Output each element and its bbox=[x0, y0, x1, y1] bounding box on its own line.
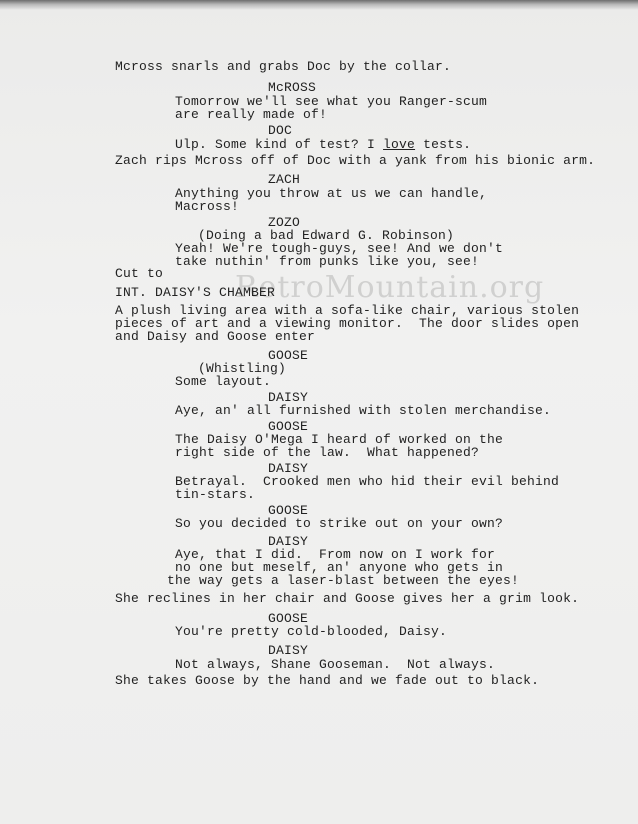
watermark: RetroMountain.org bbox=[235, 270, 545, 305]
underlined-word: love bbox=[383, 137, 416, 152]
dialogue-line: Macross! bbox=[175, 199, 240, 214]
dialogue-line: Some layout. bbox=[175, 374, 272, 389]
action-line: and Daisy and Goose enter bbox=[115, 329, 316, 344]
dialogue-text: tests. bbox=[415, 137, 472, 152]
dialogue-line: Not always, Shane Gooseman. Not always. bbox=[175, 657, 496, 672]
character-name: GOOSE bbox=[268, 503, 309, 518]
character-name: McROSS bbox=[268, 80, 317, 95]
character-name: ZOZO bbox=[268, 215, 301, 230]
dialogue-line: are really made of! bbox=[175, 107, 328, 122]
dialogue-line: Aye, that I did. From now on I work for bbox=[175, 547, 496, 562]
dialogue-line: Betrayal. Crooked men who hid their evil behind bbox=[175, 474, 560, 489]
dialogue-line: take nuthin' from punks like you, see! bbox=[175, 254, 480, 269]
character-name: GOOSE bbox=[268, 611, 309, 626]
character-name: GOOSE bbox=[268, 348, 309, 363]
action-line: Zach rips Mcross off of Doc with a yank from his bionic arm. bbox=[115, 153, 596, 168]
action-line: She takes Goose by the hand and we fade out to black. bbox=[115, 673, 540, 688]
scene-heading: INT. DAISY'S CHAMBER bbox=[115, 285, 276, 300]
dialogue-line: Aye, an' all furnished with stolen merchandise. bbox=[175, 403, 552, 418]
dialogue-line: Yeah! We're tough-guys, see! And we don't bbox=[175, 241, 504, 256]
character-name: DAISY bbox=[268, 643, 309, 658]
character-name: GOOSE bbox=[268, 419, 309, 434]
dialogue-line: tin-stars. bbox=[175, 487, 256, 502]
character-name: DOC bbox=[268, 123, 293, 138]
character-name: DAISY bbox=[268, 461, 309, 476]
action-line: Mcross snarls and grabs Doc by the collar. bbox=[115, 59, 452, 74]
action-line: She reclines in her chair and Goose gives her a grim look. bbox=[115, 591, 580, 606]
character-name: DAISY bbox=[268, 534, 309, 549]
character-name: ZACH bbox=[268, 172, 301, 187]
dialogue-line: the way gets a laser-blast between the eyes! bbox=[167, 573, 520, 588]
transition: Cut to bbox=[115, 266, 164, 281]
action-line: A plush living area with a sofa-like chair, various stolen bbox=[115, 303, 580, 318]
dialogue-line: Anything you throw at us we can handle, bbox=[175, 186, 488, 201]
dialogue-text: Ulp. Some kind of test? I bbox=[175, 137, 384, 152]
action-line: pieces of art and a viewing monitor. The door slides open bbox=[115, 316, 580, 331]
dialogue-line bbox=[175, 137, 471, 152]
dialogue-line: The Daisy O'Mega I heard of worked on the bbox=[175, 432, 504, 447]
dialogue-line: Tomorrow we'll see what you Ranger-scum bbox=[175, 94, 488, 109]
parenthetical: (Doing a bad Edward G. Robinson) bbox=[198, 228, 455, 243]
character-name: DAISY bbox=[268, 390, 309, 405]
parenthetical: (Whistling) bbox=[198, 361, 287, 376]
dialogue-line: no one but meself, an' anyone who gets in bbox=[175, 560, 504, 575]
dialogue-line: right side of the law. What happened? bbox=[175, 445, 480, 460]
scan-top-edge bbox=[0, 0, 638, 10]
dialogue-line: So you decided to strike out on your own? bbox=[175, 516, 504, 531]
dialogue-line: You're pretty cold-blooded, Daisy. bbox=[175, 624, 448, 639]
